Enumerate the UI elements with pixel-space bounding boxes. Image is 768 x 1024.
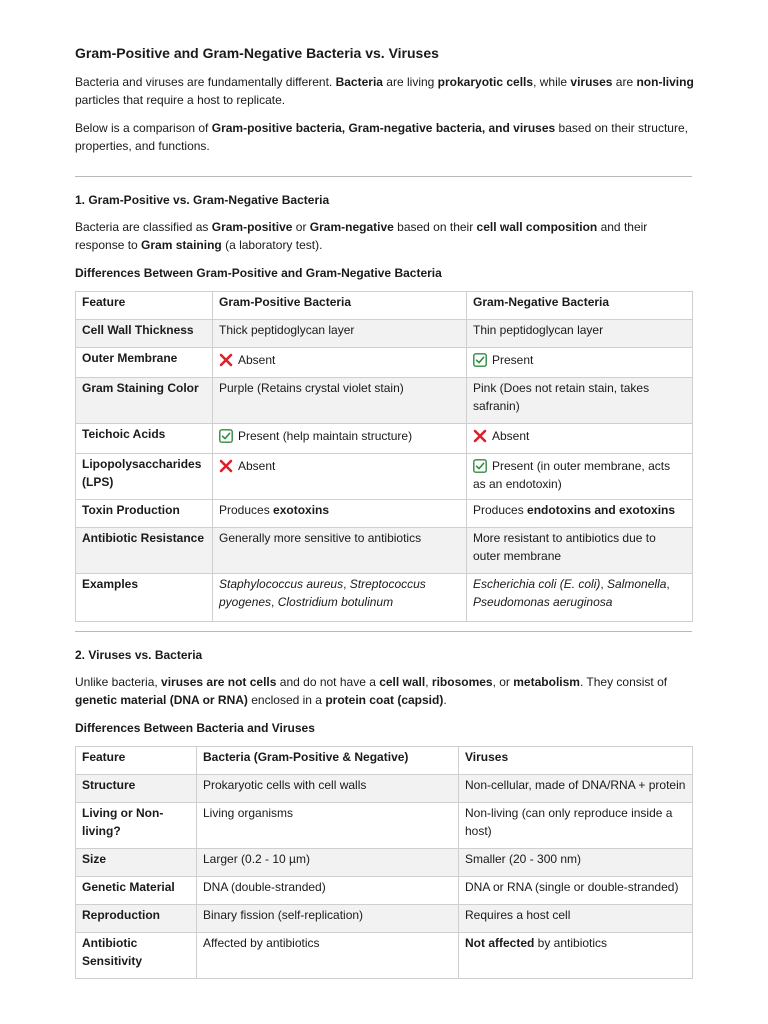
- gram-comparison-table: [75, 291, 693, 622]
- cross-icon: [219, 459, 233, 473]
- check-box-icon: [473, 353, 487, 367]
- table-row: [76, 528, 693, 574]
- header-gram-negative: Gram-Negative Bacteria: [467, 292, 693, 320]
- row-bacteria: Prokaryotic cells with cell walls: [197, 775, 459, 803]
- table-row: [76, 877, 693, 905]
- intro-paragraph-1: Bacteria and viruses are fundamentally different. Bacteria are living prokaryotic cells, while viruses are non-living particles that require a host to replicate.: [75, 75, 694, 107]
- row-feature: Antibiotic Sensitivity: [76, 933, 197, 979]
- table-row: [76, 905, 693, 933]
- row-viruses: DNA or RNA (single or double-stranded): [459, 877, 693, 905]
- table-row: [76, 320, 693, 348]
- row-feature: Size: [76, 849, 197, 877]
- row-bacteria: Larger (0.2 - 10 µm): [197, 849, 459, 877]
- row-gram-negative: Escherichia coli (E. coli), Salmonella, Pseudomonas aeruginosa: [467, 574, 693, 622]
- section-1-paragraph: Bacteria are classified as Gram-positive or Gram-negative based on their cell wall composition and their response to Gram staining (a laboratory test).: [75, 220, 648, 252]
- table-header-row: [76, 747, 693, 775]
- row-feature: Genetic Material: [76, 877, 197, 905]
- section-divider: [75, 631, 692, 632]
- row-viruses: Smaller (20 - 300 nm): [459, 849, 693, 877]
- row-feature: Lipopolysaccharides (LPS): [76, 454, 213, 500]
- table-row: [76, 378, 693, 424]
- table-row: [76, 574, 693, 622]
- row-gram-positive: Generally more sensitive to antibiotics: [213, 528, 467, 574]
- table-2-title: Differences Between Bacteria and Viruses: [75, 721, 315, 735]
- row-gram-negative: Present: [467, 348, 693, 378]
- row-feature: Structure: [76, 775, 197, 803]
- header-feature: Feature: [76, 292, 213, 320]
- page-title: Gram-Positive and Gram-Negative Bacteria vs. Viruses: [75, 45, 439, 61]
- row-bacteria: Living organisms: [197, 803, 459, 849]
- row-feature: Teichoic Acids: [76, 424, 213, 454]
- row-gram-positive: Produces exotoxins: [213, 500, 467, 528]
- table-row: [76, 775, 693, 803]
- row-gram-negative: Pink (Does not retain stain, takes safranin): [467, 378, 693, 424]
- section-2-heading: 2. Viruses vs. Bacteria: [75, 648, 203, 662]
- header-viruses: Viruses: [459, 747, 693, 775]
- row-gram-positive: Purple (Retains crystal violet stain): [213, 378, 467, 424]
- table-header-row: [76, 292, 693, 320]
- row-feature: Gram Staining Color: [76, 378, 213, 424]
- row-gram-negative: More resistant to antibiotics due to outer membrane: [467, 528, 693, 574]
- row-feature: Antibiotic Resistance: [76, 528, 213, 574]
- row-gram-positive: Thick peptidoglycan layer: [213, 320, 467, 348]
- row-viruses: Not affected by antibiotics: [459, 933, 693, 979]
- row-feature: Reproduction: [76, 905, 197, 933]
- row-bacteria: Affected by antibiotics: [197, 933, 459, 979]
- row-feature: Toxin Production: [76, 500, 213, 528]
- table-row: [76, 454, 693, 500]
- section-divider: [75, 176, 692, 177]
- check-box-icon: [473, 459, 487, 473]
- check-box-icon: [219, 429, 233, 443]
- row-gram-negative: Thin peptidoglycan layer: [467, 320, 693, 348]
- row-feature: Examples: [76, 574, 213, 622]
- row-gram-negative: Absent: [467, 424, 693, 454]
- row-gram-positive: Absent: [213, 348, 467, 378]
- row-feature: Living or Non-living?: [76, 803, 197, 849]
- header-gram-positive: Gram-Positive Bacteria: [213, 292, 467, 320]
- table-row: [76, 424, 693, 454]
- row-bacteria: Binary fission (self-replication): [197, 905, 459, 933]
- intro-paragraph-2: Below is a comparison of Gram-positive bacteria, Gram-negative bacteria, and viruses based on their structure, properties, and functions.: [75, 121, 688, 153]
- row-gram-negative: Produces endotoxins and exotoxins: [467, 500, 693, 528]
- row-feature: Cell Wall Thickness: [76, 320, 213, 348]
- row-feature: Outer Membrane: [76, 348, 213, 378]
- table-1-title: Differences Between Gram-Positive and Gram-Negative Bacteria: [75, 266, 442, 280]
- table-row: [76, 348, 693, 378]
- cross-icon: [473, 429, 487, 443]
- header-bacteria: Bacteria (Gram-Positive & Negative): [197, 747, 459, 775]
- table-row: [76, 849, 693, 877]
- cross-icon: [219, 353, 233, 367]
- row-gram-positive: Staphylococcus aureus, Streptococcus pyogenes, Clostridium botulinum: [213, 574, 467, 622]
- bacteria-virus-table: [75, 746, 693, 979]
- section-1-heading: 1. Gram-Positive vs. Gram-Negative Bacteria: [75, 193, 330, 207]
- table-row: [76, 933, 693, 979]
- row-gram-positive: Present (help maintain structure): [213, 424, 467, 454]
- section-2-paragraph: Unlike bacteria, viruses are not cells and do not have a cell wall, ribosomes, or metabolism. They consist of genetic material (DNA or RNA) enclosed in a protein coat (capsid).: [75, 675, 668, 707]
- header-feature: Feature: [76, 747, 197, 775]
- row-gram-negative: Present (in outer membrane, acts as an endotoxin): [467, 454, 693, 500]
- row-bacteria: DNA (double-stranded): [197, 877, 459, 905]
- table-row: [76, 500, 693, 528]
- row-gram-positive: Absent: [213, 454, 467, 500]
- row-viruses: Requires a host cell: [459, 905, 693, 933]
- row-viruses: Non-living (can only reproduce inside a host): [459, 803, 693, 849]
- table-row: [76, 803, 693, 849]
- row-viruses: Non-cellular, made of DNA/RNA + protein: [459, 775, 693, 803]
